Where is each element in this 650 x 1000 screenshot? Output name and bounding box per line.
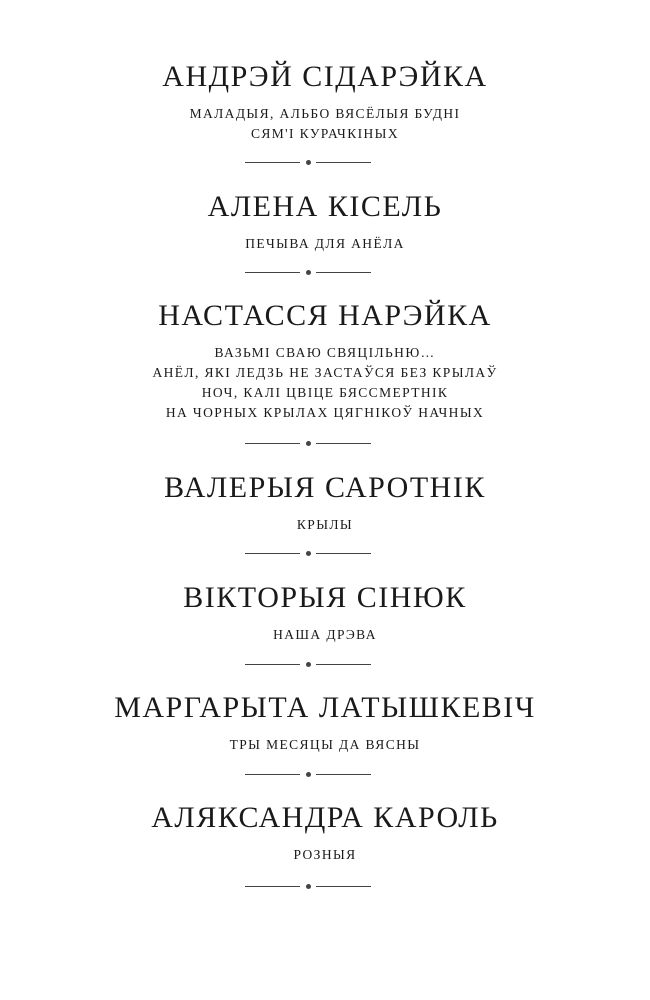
divider-rule [316,774,371,775]
entry-kisel [0,190,650,254]
work-titles [0,343,650,423]
section-divider [0,441,650,447]
divider-rule [245,664,300,665]
work-titles [0,515,650,535]
author-name: АНДРЭЙ СІДАРЭЙКА [162,60,488,93]
divider-rule [245,553,300,554]
author-name: НАСТАССЯ НАРЭЙКА [158,299,492,332]
divider-dot [306,662,311,667]
divider-dot [306,551,311,556]
divider-rule [245,774,300,775]
author-name: АЛЯКСАНДРА КАРОЛЬ [151,801,499,834]
divider-rule [316,886,371,887]
divider-rule [245,886,300,887]
divider-rule [245,272,300,273]
work-titles [0,845,650,865]
entry-karol [0,801,650,865]
work-title: ВАЗЬМІ СВАЮ СВЯЦІЛЬНЮ… [214,345,436,360]
divider-dot [306,441,311,446]
divider-rule [316,664,371,665]
author-name: ВАЛЕРЫЯ САРОТНІК [164,471,486,504]
divider-dot [306,884,311,889]
work-titles [0,625,650,645]
entry-siniuk [0,581,650,645]
work-title: РОЗНЫЯ [293,847,357,862]
divider-rule [316,272,371,273]
work-title: НА ЧОРНЫХ КРЫЛАХ ЦЯГНІКОЎ НАЧНЫХ [165,405,485,420]
divider-rule [316,162,371,163]
section-divider [0,270,650,276]
work-title: СЯМ'І КУРАЧКІНЫХ [250,126,400,141]
author-name: ВІКТОРЫЯ СІНЮК [183,581,467,614]
divider-dot [306,160,311,165]
work-titles [0,234,650,254]
work-titles [0,735,650,755]
work-title: ТРЫ МЕСЯЦЫ ДА ВЯСНЫ [229,737,421,752]
divider-rule [245,162,300,163]
section-divider [0,551,650,557]
divider-rule [316,553,371,554]
work-title: НАША ДРЭВА [273,627,377,642]
section-divider [0,160,650,166]
entry-narejka [0,299,650,423]
entry-sarotnik [0,471,650,535]
section-divider [0,884,650,890]
work-titles [0,104,650,144]
divider-dot [306,772,311,777]
entry-sidarejka [0,60,650,144]
divider-rule [316,443,371,444]
divider-dot [306,270,311,275]
work-title: МАЛАДЫЯ, АЛЬБО ВЯСЁЛЫЯ БУДНІ [189,106,461,121]
work-title: КРЫЛЫ [296,517,354,532]
work-title: АНЁЛ, ЯКІ ЛЕДЗЬ НЕ ЗАСТАЎСЯ БЕЗ КРЫЛАЎ [152,365,498,380]
section-divider [0,772,650,778]
section-divider [0,662,650,668]
author-name: АЛЕНА КІСЕЛЬ [207,190,443,223]
author-name: МАРГАРЫТА ЛАТЫШКЕВІЧ [114,691,536,724]
work-title: НОЧ, КАЛІ ЦВІЦЕ БЯССМЕРТНІК [201,385,449,400]
entry-latyshkevich [0,691,650,755]
divider-rule [245,443,300,444]
work-title: ПЕЧЫВА ДЛЯ АНЁЛА [245,236,405,251]
